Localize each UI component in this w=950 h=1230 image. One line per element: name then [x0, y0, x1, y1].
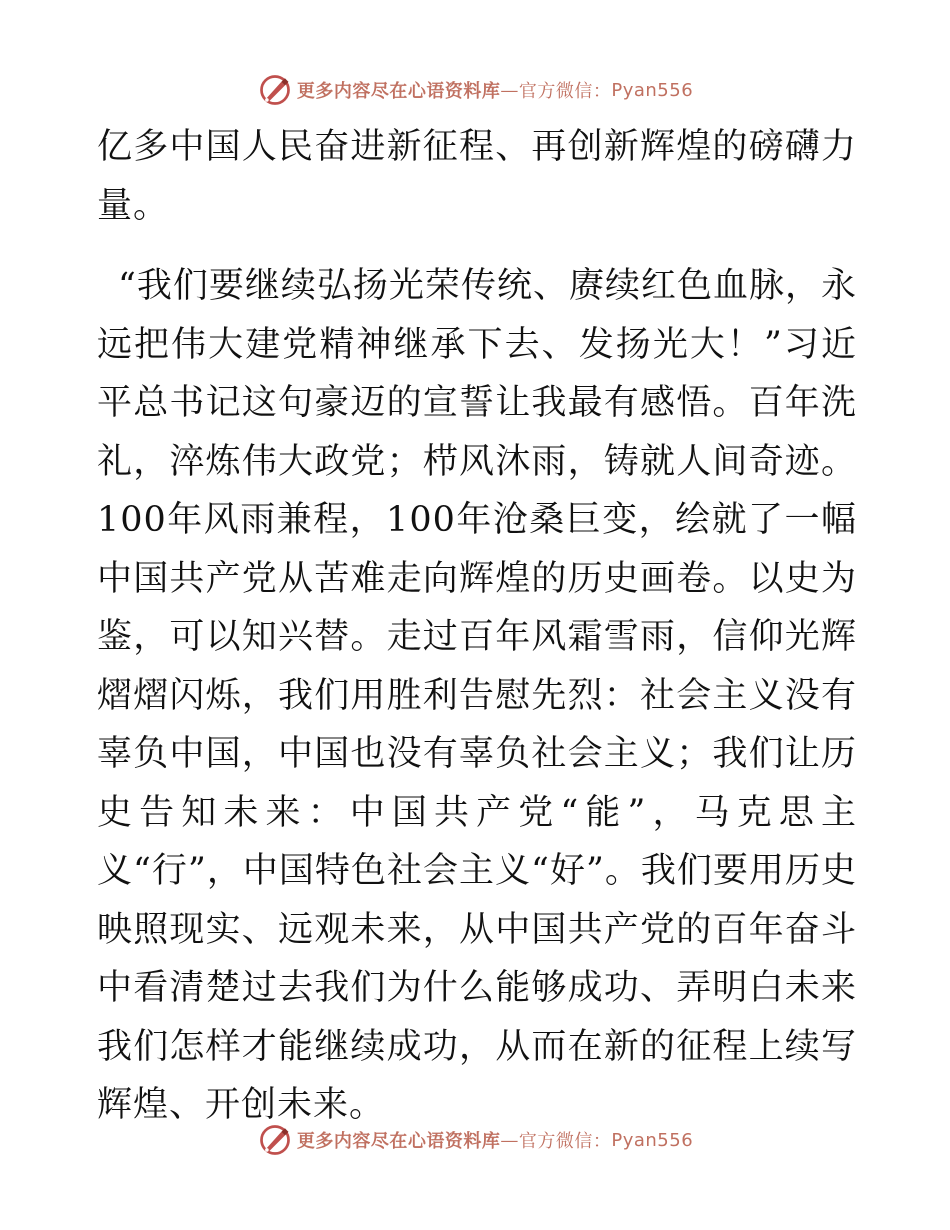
paragraph-1: 亿多中国人民奋进新征程、再创新辉煌的磅礴力量。	[97, 127, 857, 226]
watermark-main-text: 更多内容尽在心语资料库	[296, 81, 501, 102]
document-body	[97, 118, 857, 1135]
paragraph-2: “我们要继续弘扬光荣传统、赓续红色血脉，永远把伟大建党精神继承下去、发扬光大！”习近平总书记这句豪迈的宣誓让我最有感悟。百年洗礼，淬炼伟大政党；栉风沐雨，铸就人间奇迹。100年风雨兼程，100年沧桑巨变，绘就了一幅中国共产党从苦难走向辉煌的历史画卷。以史为鉴，可以知兴替。走过百年风霜雪雨，信仰光辉熠熠闪烁，我们用胜利告慰先烈：社会主义没有辜负中国，中国也没有辜负社会主义；我们让历史告知未来：中国共产党“能”，马克思主义“行”，中国特色社会主义“好”。我们要用历史映照现实、远观未来，从中国共产党的百年奋斗中看清楚过去我们为什么能够成功、弄明白未来我们怎样才能继续成功，从而在新的征程上续写辉煌、开创未来。	[97, 266, 857, 1125]
pen-logo-icon	[257, 1122, 293, 1158]
pen-logo-icon	[257, 72, 293, 108]
watermark-dash: —	[500, 1129, 519, 1151]
watermark-official-label: 官方微信：	[518, 1131, 612, 1152]
watermark-official-label: 官方微信：	[518, 81, 612, 102]
watermark-wechat-id: Pyan556	[611, 1129, 694, 1151]
header-watermark	[0, 70, 950, 110]
watermark-dash: —	[500, 79, 519, 101]
watermark-wechat-id: Pyan556	[611, 79, 694, 101]
footer-watermark	[0, 1120, 950, 1160]
watermark-main-text: 更多内容尽在心语资料库	[296, 1131, 501, 1152]
